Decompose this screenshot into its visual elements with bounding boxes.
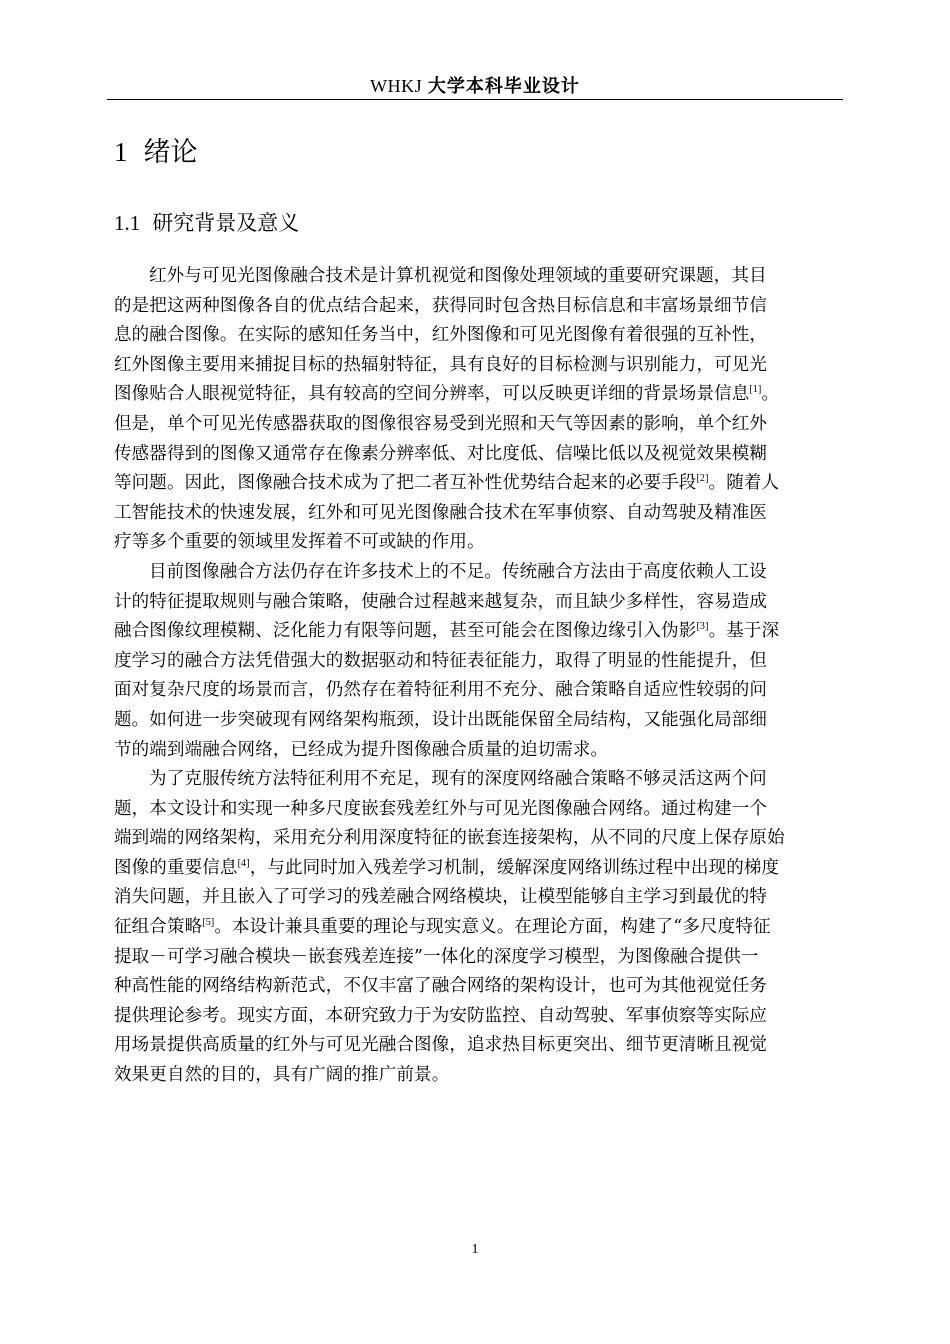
text-span: 融合图像纹理模糊、泛化能力有限等问题，甚至可能会在图像边缘引入伪影 xyxy=(114,621,697,642)
paragraph-3 xyxy=(114,765,837,1091)
text-line: 提供理论参考。现实方面，本研究致力于为安防监控、自动驾驶、军事侦察等实际应 xyxy=(114,1005,768,1026)
text-line: 度学习的融合方法凭借强大的数据驱动和特征表征能力，取得了明显的性能提升，但 xyxy=(114,650,768,671)
text-line: 红外与可见光图像融合技术是计算机视觉和图像处理领域的重要研究课题，其目 xyxy=(149,266,767,286)
text-line: 疗等多个重要的领域里发挥着不可或缺的作用。 xyxy=(114,532,485,553)
text-line: 工智能技术的快速发展，红外和可见光图像融合技术在军事侦察、自动驾驶及精准医 xyxy=(114,502,768,523)
section-title-text: 研究背景及意义 xyxy=(152,211,300,235)
text-span: 。 xyxy=(761,384,780,405)
citation-ref: [2] xyxy=(696,473,709,485)
header-document-type: 大学本科毕业设计 xyxy=(427,76,580,97)
text-span: 。基于深 xyxy=(708,621,780,642)
text-line: 用场景提供高质量的红外与可见光融合图像，追求热目标更突出、细节更清晰且视觉 xyxy=(114,1035,768,1056)
paragraph-2 xyxy=(114,558,837,765)
text-span: 征组合策略 xyxy=(114,917,203,938)
text-line: 为了克服传统方法特征利用不充足，现有的深度网络融合策略不够灵活这两个问 xyxy=(149,769,767,790)
text-line xyxy=(114,617,837,647)
text-line: 种高性能的网络结构新范式，不仅丰富了融合网络的架构设计，也可为其他视觉任务 xyxy=(114,976,768,997)
text-line xyxy=(114,469,837,499)
page-number: 1 xyxy=(471,1242,479,1257)
text-line: 面对复杂尺度的场景而言，仍然存在着特征利用不充分、融合策略自适应性较弱的问 xyxy=(114,680,768,701)
citation-ref: [4] xyxy=(237,857,250,869)
running-header xyxy=(107,74,843,99)
text-span: 等问题。因此，图像融合技术成为了把二者互补性优势结合起来的必要手段 xyxy=(114,473,697,494)
text-line xyxy=(114,380,837,410)
header-rule xyxy=(107,99,843,100)
text-line xyxy=(114,913,837,943)
text-line: 红外图像主要用来捕捉目标的热辐射特征，具有良好的目标检测与识别能力，可见光 xyxy=(114,354,768,375)
text-line: 目前图像融合方法仍存在许多技术上的不足。传统融合方法由于高度依赖人工设 xyxy=(149,561,767,582)
text-line: 但是，单个可见光传感器获取的图像很容易受到光照和天气等因素的影响，单个红外 xyxy=(114,413,768,434)
text-line: 消失问题，并且嵌入了可学习的残差融合网络模块，让模型能够自主学习到最优的特 xyxy=(114,887,768,908)
text-span: 。本设计兼具重要的理论与现实意义。在理论方面，构建了“多尺度特征 xyxy=(214,917,771,938)
text-line: 提取－可学习融合模块－嵌套残差连接”一体化的深度学习模型，为图像融合提供一 xyxy=(114,946,759,967)
section-title xyxy=(114,207,299,239)
text-line: 计的特征提取规则与融合策略，使融合过程越来越复杂，而且缺少多样性，容易造成 xyxy=(114,591,768,612)
text-line xyxy=(114,854,837,884)
citation-ref: [1] xyxy=(749,384,762,396)
text-line: 传感器得到的图像又通常存在像素分辨率低、对比度低、信噪比低以及视觉效果模糊 xyxy=(114,443,768,464)
text-line: 的是把这两种图像各自的优点结合起来，获得同时包含热目标信息和丰富场景细节信 xyxy=(114,295,768,316)
text-line: 端到端的网络架构，采用充分利用深度特征的嵌套连接架构，从不同的尺度上保存原始 xyxy=(114,828,785,849)
header-university-code: WHKJ xyxy=(370,76,423,96)
section-number: 1.1 xyxy=(114,211,141,235)
chapter-number: 1 xyxy=(114,137,128,167)
text-line: 题。如何进一步突破现有网络架构瓶颈，设计出既能保留全局结构，又能强化局部细 xyxy=(114,709,768,730)
paragraph-1 xyxy=(114,262,837,558)
citation-ref: [3] xyxy=(696,621,709,633)
text-span: ，与此同时加入残差学习机制，缓解深度网络训练过程中出现的梯度 xyxy=(249,857,780,878)
text-line: 效果更自然的目的，具有广阔的推广前景。 xyxy=(114,1065,450,1086)
text-span: 。随着人 xyxy=(708,473,780,494)
text-line: 节的端到端融合网络，已经成为提升图像融合质量的迫切需求。 xyxy=(114,739,609,760)
text-line: 息的融合图像。在实际的感知任务当中，红外图像和可见光图像有着很强的互补性， xyxy=(114,325,768,346)
text-line: 题，本文设计和实现一种多尺度嵌套残差红外与可见光图像融合网络。通过构建一个 xyxy=(114,798,768,819)
text-span: 图像贴合人眼视觉特征，具有较高的空间分辨率，可以反映更详细的背景场景信息 xyxy=(114,384,750,405)
chapter-title xyxy=(114,132,198,173)
text-span: 图像的重要信息 xyxy=(114,857,238,878)
chapter-title-text: 绪论 xyxy=(143,137,198,168)
citation-ref: [5] xyxy=(202,917,215,929)
body-text xyxy=(114,262,837,1091)
